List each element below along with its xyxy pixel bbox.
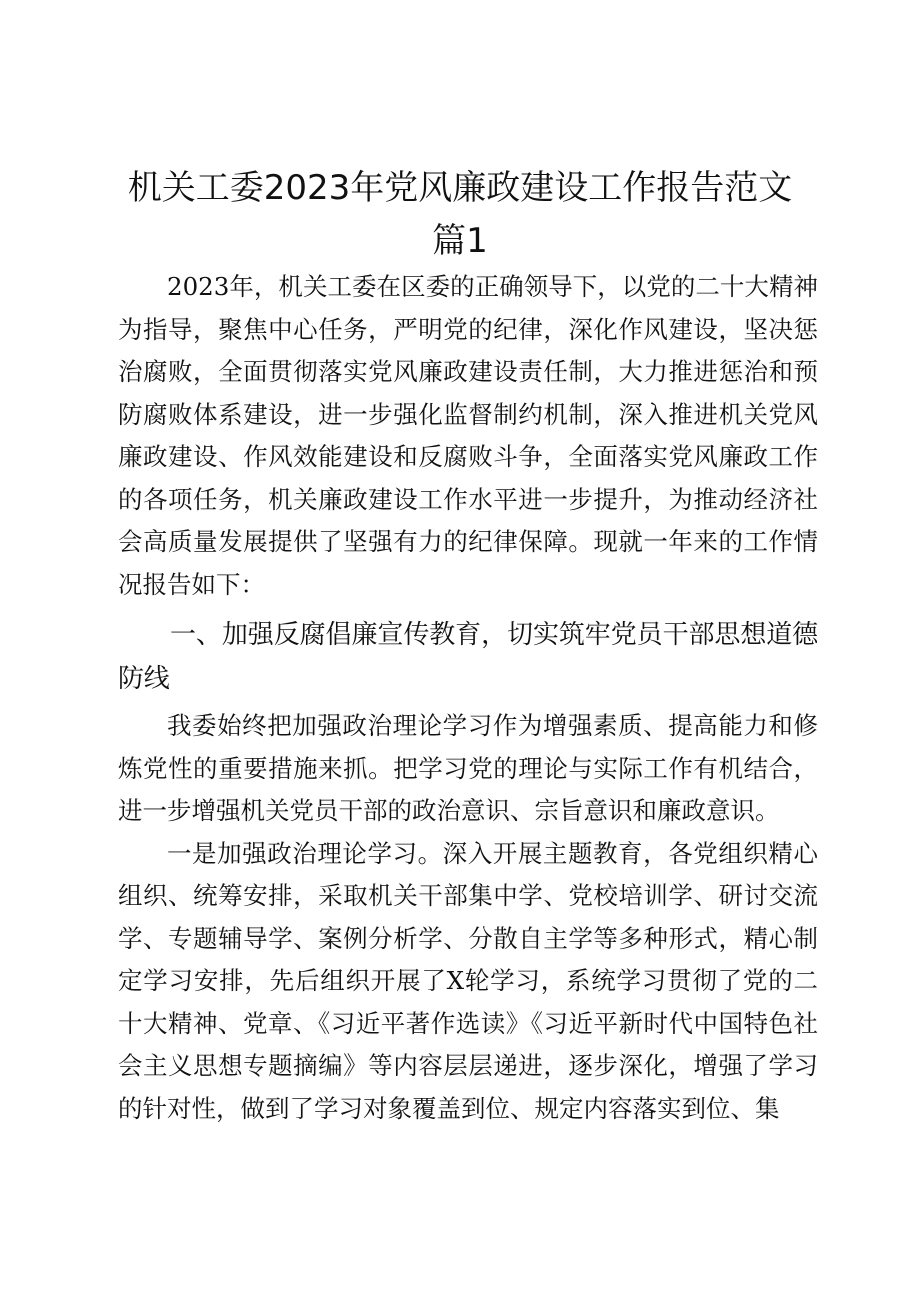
document-body bbox=[118, 266, 818, 1130]
section-1-heading: 一、加强反腐倡廉宣传教育，切实筑牢党员干部思想道德防线 bbox=[118, 620, 818, 694]
section-1-paragraph-2: 一是加强政治理论学习。深入开展主题教育，各党组织精心组织、统筹安排，采取机关干部集中学、党校培训学、研讨交流学、专题辅导学、案例分析学、分散自主学等多种形式，精心制定学习安排，先后组织开展了X轮学习，系统学习贯彻了党的二十大精神、党章、《习近平著作选读》《习近平新时代中国特色社会主义思想专题摘编》等内容层层递进，逐步深化，增强了学习的针对性，做到了学习对象覆盖到位、规定内容落实到位、集 bbox=[118, 838, 818, 1123]
section-1-paragraph-1: 我委始终把加强政治理论学习作为增强素质、提高能力和修炼党性的重要措施来抓。把学习党的理论与实际工作有机结合，进一步增强机关党员干部的政治意识、宗旨意识和廉政意识。 bbox=[118, 711, 818, 825]
document-title-line-2: 篇1 bbox=[432, 221, 488, 261]
document-title-line-1: 机关工委2023年党风廉政建设工作报告范文 bbox=[127, 168, 793, 208]
intro-paragraph: 2023年，机关工委在区委的正确领导下，以党的二十大精神为指导，聚焦中心任务，严明党的纪律，深化作风建设，坚决惩治腐败，全面贯彻落实党风廉政建设责任制，大力推进惩治和预防腐败体系建设，进一步强化监督制约机制，深入推进机关党风廉政建设、作风效能建设和反腐败斗争，全面落实党风廉政工作的各项任务，机关廉政建设工作水平进一步提升，为推动经济社会高质量发展提供了坚强有力的纪律保障。现就一年来的工作情况报告如下： bbox=[118, 272, 818, 599]
